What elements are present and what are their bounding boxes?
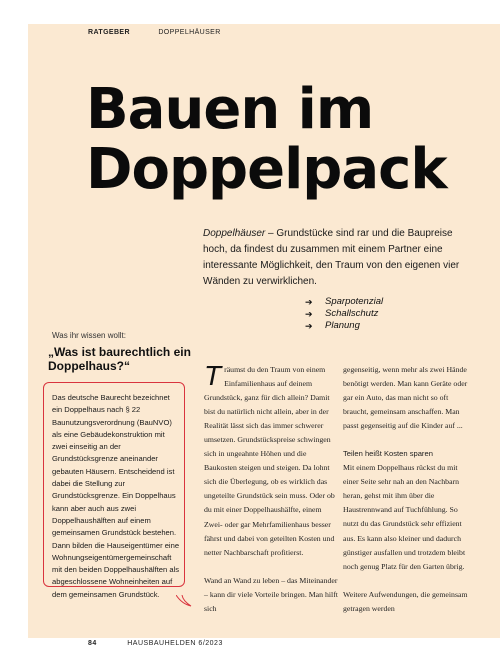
question-title: „Was ist baurechtlich ein Doppelhaus?“	[48, 345, 191, 373]
lead-text: – Grundstücke sind rar und die Baupreise hoch, da findest du zusammen mit einem Partner eine interessante Möglichkeit, den Traum von den eigenen vier Wänden zu verwirklichen.	[203, 228, 460, 287]
article-subheading: Teilen heißt Kosten sparen	[343, 449, 433, 459]
section-label: RATGEBER	[88, 29, 130, 36]
article-paragraph: Weitere Aufwendungen, die gemeinsam getragen werden	[343, 589, 468, 613]
speech-bubble-tail-icon	[176, 595, 192, 607]
info-box-text: Das deutsche Baurecht bezeichnet ein Doppelhaus nach § 22 Baunutzungsverordnung (BauNVO) als eine Gebäudekonstruktion mit zwei einseitig an der Grundstücksgrenze aneinander gebauten Häusern. Entscheidend ist dabei die Stellung zur Grundstücksgrenze. Ein Doppelhaus kann aber auch aus zwei Doppelhaushälften auf einem gemeinsamen Grundstück bestehen. Dann bilden die Hauseigentümer eine Wohnungseigentümergemeinschaft mit den beiden Doppelhaushälften als abgeschlossene Wohneinheiten auf dem gemeinsamen Grundstück.	[52, 393, 180, 599]
article-title	[86, 77, 447, 202]
title-line-1: Bauen im	[86, 77, 374, 142]
subsection-label: DOPPELHÄUSER	[158, 29, 221, 36]
lead-paragraph	[203, 226, 473, 290]
title-line-2: Doppelpack	[86, 137, 447, 202]
article-paragraph: Mit einem Doppelhaus rückst du mit einer Seite sehr nah an den Nachbarn heran, gehst mit ihm über die Haustrennwand auf Tuchfühlung. So nutzt du das Grundstück sehr effizient aus. Es kann also kleiner und dadurch günstiger ausfallen und trotzdem bleibt noch genug Platz für den Garten übrig.	[343, 463, 466, 571]
arrow-right-icon: ➔	[305, 309, 313, 319]
arrow-right-icon: ➔	[305, 297, 313, 307]
arrow-right-icon: ➔	[305, 321, 313, 331]
page-number: 84	[88, 640, 97, 647]
article-column-2	[343, 363, 473, 616]
page-footer	[88, 640, 223, 647]
topic-label: Planung	[325, 320, 360, 331]
topic-item	[305, 296, 383, 308]
article-paragraph: gegenseitig, wenn mehr als zwei Hände benötigt werden. Man kann Geräte oder gar ein Auto, das man nicht so oft braucht, gemeinsam anschaffen. Man passt gegenseitig auf die Kinder auf ...	[343, 365, 468, 431]
publication-name: HAUSBAUHELDEN 6/2023	[127, 640, 223, 647]
topic-label: Sparpotenzial	[325, 296, 384, 307]
paragraph-text: räumst du den Traum von einem Einfamilienhaus auf deinem Grundstück, ganz für dich allein? Damit bist du natürlich nicht allein, aber in der Realität lässt sich das immer schwerer umsetzen. Grundstückspreise schwingen sich in ungeahnte Höhen und die Baukosten steigen und steigen. Da lohnt sich die Überlegung, ob es wirklich das ungeteilte Grundstück sein muss. Oder ob du mit einer Doppelhaushälfte, einem Zwei- oder gar Mehrfamilienhaus besser fährst und dabei von geteilten Kosten und netter Nachbarschaft profitierst.	[204, 365, 335, 557]
lead-emphasis: Doppelhäuser	[203, 228, 266, 239]
info-box	[43, 382, 185, 599]
topic-label: Schallschutz	[325, 308, 379, 319]
drop-cap: T	[204, 360, 222, 391]
article-column-1	[204, 360, 338, 616]
article-paragraph: Wand an Wand zu leben – das Miteinander – kann dir viele Vorteile bringen. Man hilft sich	[204, 575, 338, 613]
topic-list	[305, 296, 383, 332]
running-header	[88, 29, 221, 36]
question-label: Was ihr wissen wollt:	[52, 331, 126, 340]
topic-item	[305, 308, 383, 320]
article-paragraph	[204, 360, 338, 560]
topic-item	[305, 320, 383, 332]
